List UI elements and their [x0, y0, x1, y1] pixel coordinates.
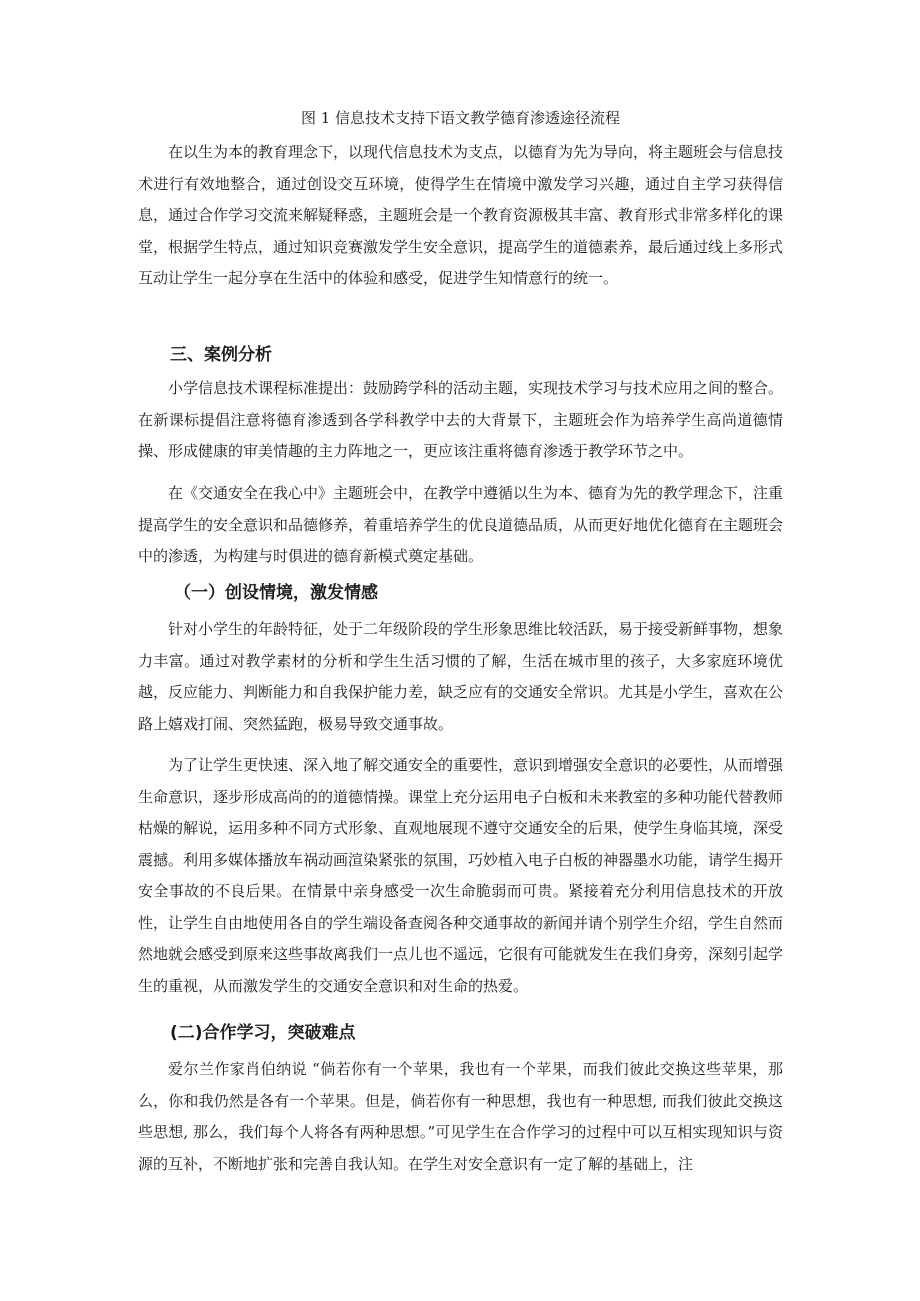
section3-paragraph-2: 在《交通安全在我心中》主题班会中，在教学中遵循以生为本、德育为先的教学理念下，注重提高学生的安全意识和品德修养，着重培养学生的优良道德品质，从而更好地优化德育在主题班会中的渗透，为构建与时俱进的德育新模式奠定基础。 — [138, 484, 784, 565]
section3-paragraph-1: 小学信息技术课程标准提出：鼓励跨学科的活动主题，实现技术学习与技术应用之间的整合。在新课标提倡注意将德育渗透到各学科教学中去的大背景下，主题班会作为培养学生高尚道德情操、形成健康的审美情趣的主力阵地之一，更应该注重将德育渗透于教学环节之中。 — [138, 379, 784, 460]
subsection1-paragraph-1: 针对小学生的年龄特征，处于二年级阶段的学生形象思维比较活跃，易于接受新鲜事物，想象力丰富。通过对教学素材的分析和学生生活习惯的了解，生活在城市里的孩子，大多家庭环境优越，反应能力、判断能力和自我保护能力差，缺乏应有的交通安全常识。尤其是小学生，喜欢在公路上嬉戏打闹、突然猛跑，极易导致交通事故。 — [138, 620, 784, 733]
section-heading-case-analysis: 三、案例分析 — [170, 345, 272, 365]
figure-caption: 图 1 信息技术支持下语文教学德育渗透途径流程 — [300, 109, 621, 127]
subsection-heading-create-situation: （一）创设情境，激发情感 — [174, 583, 378, 603]
intro-paragraph: 在以生为本的教育理念下，以现代信息技术为支点，以德育为先为导向，将主题班会与信息技术进行有效地整合，通过创设交互环境，使得学生在情境中激发学习兴趣，通过自主学习获得信息，通过合作学习交流来解疑释惑，主题班会是一个教育资源极其丰富、教育形式非常多样化的课堂，根据学生特点，通过知识竞赛激发学生安全意识，提高学生的道德素养，最后通过线上多形式互动让学生一起分享在生活中的体验和感受，促进学生知情意行的统一。 — [138, 143, 784, 287]
subsection1-paragraph-2: 为了让学生更快速、深入地了解交通安全的重要性，意识到增强安全意识的必要性，从而增强生命意识，逐步形成高尚的的道德情操。课堂上充分运用电子白板和未来教室的多种功能代替教师枯燥的解说，运用多种不同方式形象、直观地展现不遵守交通安全的后果，使学生身临其境，深受震撼。利用多媒体播放车祸动画渲染紧张的氛围，巧妙植入电子白板的神器墨水功能，请学生揭开安全事故的不良后果。在情景中亲身感受一次生命脆弱而可贵。紧接着充分利用信息技术的开放性，让学生自由地使用各自的学生端设备查阅各种交通事故的新闻并请个别学生介绍，学生自然而然地就会感受到原来这些事故离我们一点儿也不遥远，它很有可能就发生在我们身旁，深刻引起学生的重视，从而激发学生的交通安全意识和对生命的热爱。 — [138, 756, 784, 995]
subsection2-paragraph-1: 爱尔兰作家肖伯纳说 “倘若你有一个苹果，我也有一个苹果，而我们彼此交换这些苹果，那么，你和我仍然是各有一个苹果。但是，倘若你有一种思想，我也有一种思想, 而我们彼此交换这些思想, 那么，我们每个人将各有两种思想。”可见学生在合作学习的过程中可以互相实现知识与资源的互补，不断地扩张和完善自我认知。在学生对安全意识有一定了解的基础上，注 — [138, 1060, 783, 1173]
subsection-heading-cooperative-learning: (二)合作学习，突破难点 — [170, 1023, 356, 1043]
